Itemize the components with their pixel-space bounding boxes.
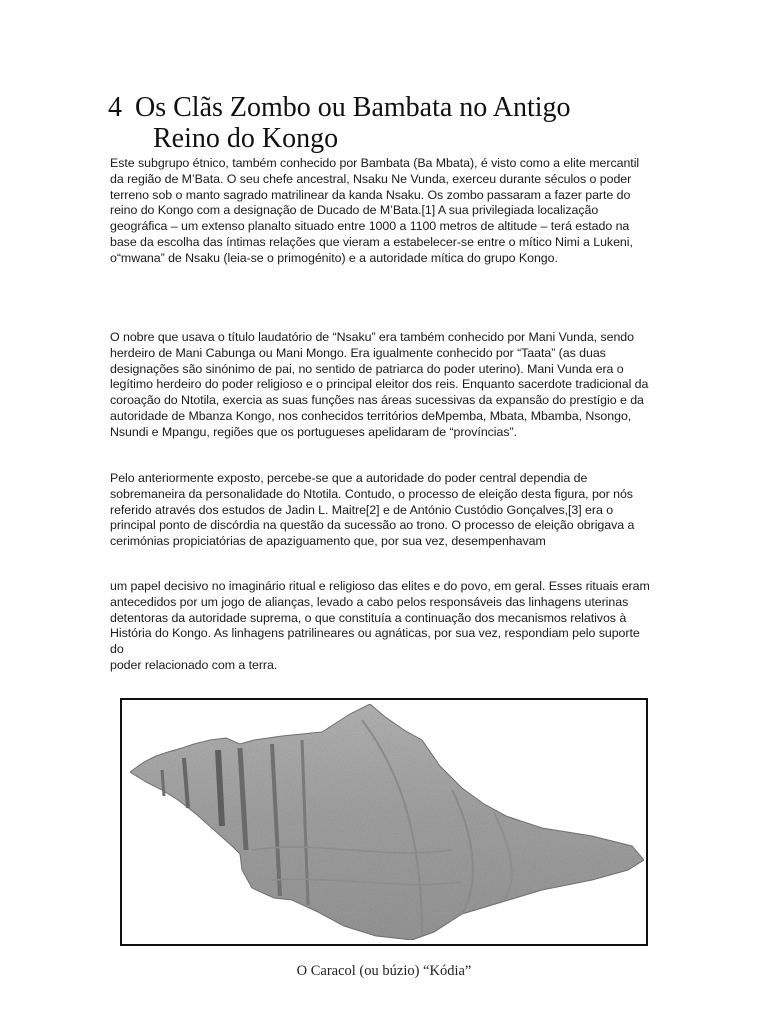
figure-caption: O Caracol (ou búzio) “Kódia” [296, 963, 472, 979]
section-title-line-2: Reino do Kongo [153, 123, 339, 154]
paragraph-zombo-origin: Este subgrupo étnico, também conhecido por Bambata (Ba Mbata), é visto como a elite mercantil da região de M’Bata. O seu chefe ancestral, Nsaku Ne Vunda, exerceu durante séculos o poder terreno sob o manto sagrado matrilinear da kanda Nsaku. Os zombo passaram a fazer parte do reino do Kongo com a designação de Ducado de M’Bata.[1] A sua privilegiada localização geográfica – um extenso planalto situado entre 1000 a 1100 metros de altitude – terá estado na base da escolha das íntimas relações que vieram a estabelecer-se entre o mítico Nimi a Lukeni, o“mwana” de Nsaku (leia-se o primogénito) e a autoridade mítica do grupo Kongo. [110, 156, 640, 265]
figure-frame [120, 698, 648, 946]
section-title-line-1: Os Clãs Zombo ou Bambata no Antigo [135, 92, 571, 123]
paragraph-nsaku-title: O nobre que usava o título laudatório de “Nsaku” era também conhecido por Mani Vunda, sendo herdeiro de Mani Cabunga ou Mani Mongo. Era igualmente conhecido por “Taata” (as duas designações são sinónimo de pai, no sentido de patriarca do poder uterino). Mani Vunda era o legítimo herdeiro do poder religioso e o principal eleitor dos reis. Enquanto sacerdote tradicional da coroação do Ntotila, exercia as suas funções nas áreas sucessivas da expansão do prestígio e da autoridade de Mbanza Kongo, nos conhecidos territórios deMpemba, Mbata, Mbamba, Nsongo, Nsundi e Mpangu, regiões que os portugueses apelidaram de “províncias”. [110, 330, 649, 439]
paragraph-central-authority: Pelo anteriormente exposto, percebe-se que a autoridade do poder central dependia de sobremaneira da personalidade do Ntotila. Contudo, o processo de eleição desta figura, por nós referido através dos estudos de Jadin L. Maitre[2] e de António Custódio Gonçalves,[3] era o principal ponto de discórdia na questão da sucessão ao trono. O processo de eleição obrigava a cerimónias propiciatórias de apaziguamento que, por sua vez, desempenhavam [110, 471, 635, 549]
section-heading [108, 92, 708, 154]
section-number: 4 [108, 92, 122, 123]
conch-shell-image [122, 700, 646, 944]
paragraph-ritual-role: um papel decisivo no imaginário ritual e religioso das elites e do povo, em geral. Esses rituais eram antecedidos por um jogo de alianças, levado a cabo pelos responsáveis das linhagens uterinas detentoras da autoridade suprema, o que constituía a continuação dos mecanismos relativos à História do Kongo. As linhagens patrilineares ou agnáticas, por sua vez, respondiam pelo suporte do poder relacionado com a terra. [110, 579, 650, 672]
